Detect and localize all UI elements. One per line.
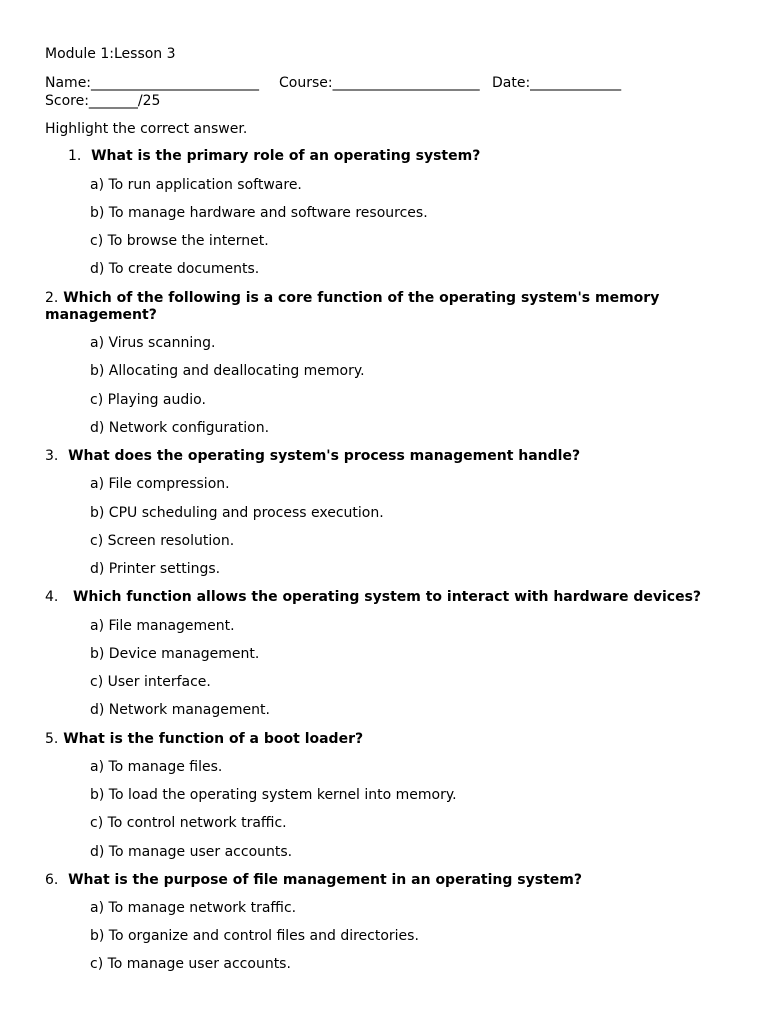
question-2 bbox=[45, 290, 685, 324]
question-text: Which of the following is a core function of the operating system's memory management? bbox=[45, 290, 660, 323]
question-number: 1. bbox=[68, 148, 82, 164]
option[interactable]: a) To run application software. bbox=[90, 177, 302, 193]
question-4 bbox=[45, 589, 701, 606]
name-field: Name:________________________ bbox=[45, 75, 260, 91]
score-field: Score:_______/25 bbox=[45, 93, 161, 109]
module-title: Module 1:Lesson 3 bbox=[45, 46, 176, 62]
option[interactable]: c) User interface. bbox=[90, 674, 211, 690]
option[interactable]: d) To create documents. bbox=[90, 261, 260, 277]
question-text: What is the primary role of an operating system? bbox=[91, 148, 481, 164]
question-number: 6. bbox=[45, 872, 59, 888]
option[interactable]: a) To manage files. bbox=[90, 759, 223, 775]
option[interactable]: d) Printer settings. bbox=[90, 561, 221, 577]
option[interactable]: b) Device management. bbox=[90, 646, 260, 662]
option[interactable]: a) Virus scanning. bbox=[90, 335, 216, 351]
option[interactable]: d) To manage user accounts. bbox=[90, 844, 293, 860]
option[interactable]: a) To manage network traffic. bbox=[90, 900, 297, 916]
option[interactable]: b) CPU scheduling and process execution. bbox=[90, 505, 384, 521]
question-number: 2. bbox=[45, 290, 59, 306]
option[interactable]: c) Playing audio. bbox=[90, 392, 206, 408]
option[interactable]: d) Network configuration. bbox=[90, 420, 270, 436]
course-field: Course:_____________________ bbox=[279, 75, 480, 91]
option[interactable]: d) Network management. bbox=[90, 702, 270, 718]
question-text: What does the operating system's process management handle? bbox=[68, 448, 581, 464]
question-1 bbox=[68, 148, 480, 165]
option[interactable]: c) To browse the internet. bbox=[90, 233, 269, 249]
option[interactable]: b) To organize and control files and directories. bbox=[90, 928, 419, 944]
option[interactable]: c) Screen resolution. bbox=[90, 533, 235, 549]
question-text: Which function allows the operating system to interact with hardware devices? bbox=[72, 589, 702, 605]
question-text: What is the purpose of file management in an operating system? bbox=[68, 872, 582, 888]
question-6 bbox=[45, 872, 582, 889]
option[interactable]: c) To manage user accounts. bbox=[90, 956, 291, 972]
date-field: Date:_____________ bbox=[492, 75, 622, 91]
question-text: What is the function of a boot loader? bbox=[63, 731, 364, 747]
option[interactable]: b) To manage hardware and software resources. bbox=[90, 205, 428, 221]
option[interactable]: a) File management. bbox=[90, 618, 235, 634]
option[interactable]: c) To control network traffic. bbox=[90, 815, 287, 831]
option[interactable]: b) Allocating and deallocating memory. bbox=[90, 363, 365, 379]
question-number: 3. bbox=[45, 448, 59, 464]
option[interactable]: a) File compression. bbox=[90, 476, 230, 492]
question-number: 4. bbox=[45, 589, 59, 605]
instruction: Highlight the correct answer. bbox=[45, 121, 248, 137]
option[interactable]: b) To load the operating system kernel into memory. bbox=[90, 787, 457, 803]
question-3 bbox=[45, 448, 580, 465]
question-5 bbox=[45, 731, 363, 748]
question-number: 5. bbox=[45, 731, 59, 747]
